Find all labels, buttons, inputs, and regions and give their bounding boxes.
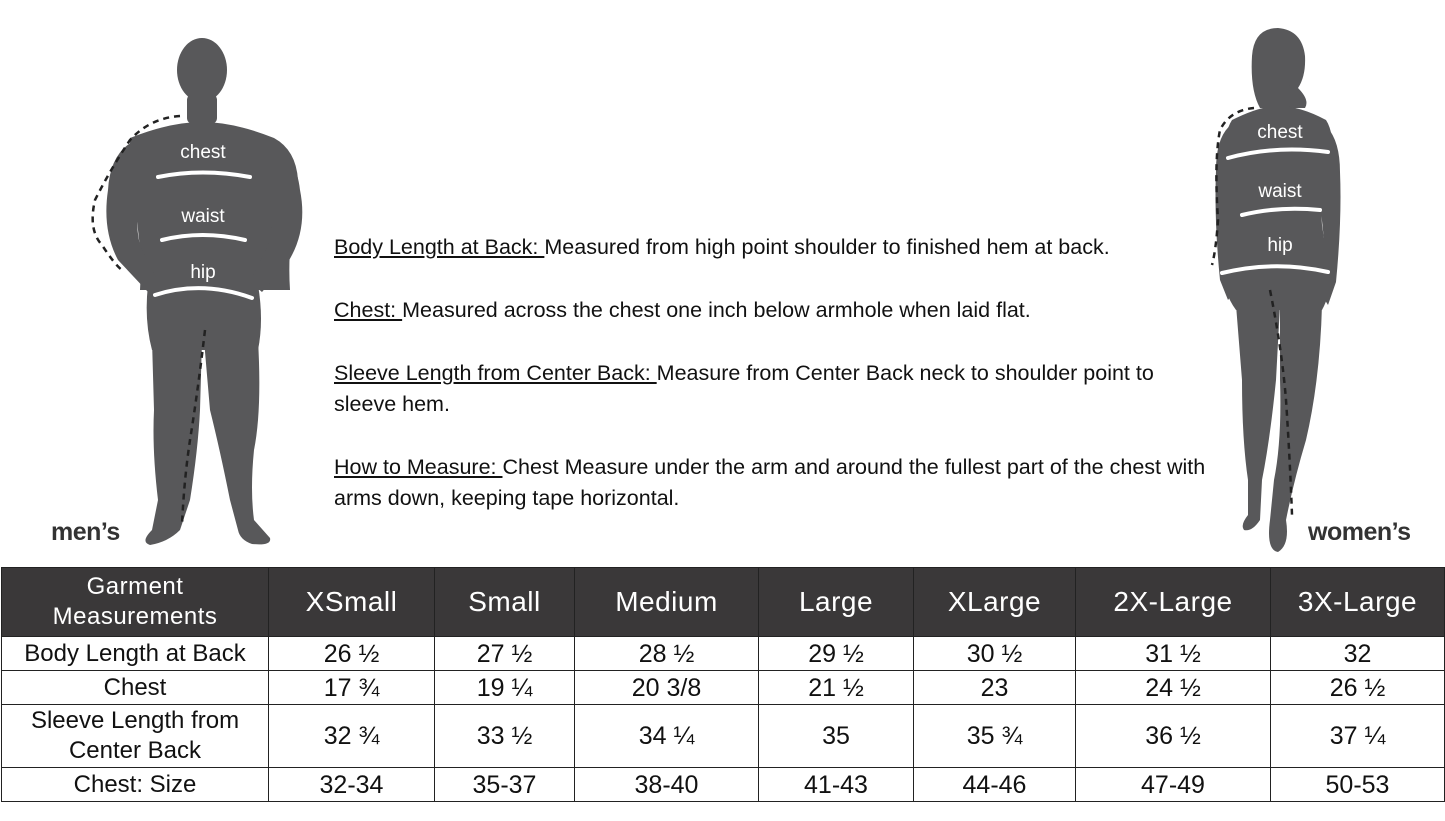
table-row — [2, 768, 1445, 802]
measurement-descriptions — [334, 232, 1214, 514]
mens-waist-mark: waist — [181, 206, 225, 227]
table-cell: 50-53 — [1271, 768, 1445, 802]
table-cell: 27 ½ — [435, 637, 575, 671]
table-cell: 35 ¾ — [914, 705, 1076, 768]
table-cell: 32 — [1271, 637, 1445, 671]
size-header-medium: Medium — [575, 568, 759, 637]
desc-text: Measured from high point shoulder to finished hem at back. — [544, 235, 1110, 259]
size-header-small: Small — [435, 568, 575, 637]
desc-term: Body Length at Back: — [334, 235, 545, 259]
table-cell: 41-43 — [759, 768, 914, 802]
desc-text: Measure from Center Back neck to shoulder point to sleeve hem. — [334, 361, 1154, 416]
womens-hip-mark: hip — [1267, 235, 1293, 256]
mens-chest-mark: chest — [180, 142, 226, 163]
table-cell: 36 ½ — [1076, 705, 1271, 768]
desc-term: How to Measure: — [334, 455, 503, 479]
table-cell: 19 ¼ — [435, 671, 575, 705]
womens-label: women’s — [1308, 518, 1411, 546]
desc-term: Chest: — [334, 298, 403, 322]
mens-label: men’s — [51, 518, 120, 546]
table-cell: 17 ¾ — [269, 671, 435, 705]
table-cell: 30 ½ — [914, 637, 1076, 671]
table-row — [2, 671, 1445, 705]
desc-how-to-measure — [334, 452, 1214, 514]
table-cell: 47-49 — [1076, 768, 1271, 802]
corner-line-2: Measurements — [52, 603, 218, 630]
size-header-xsmall: XSmall — [269, 568, 435, 637]
desc-chest — [334, 295, 1214, 326]
row-label-line-2: Center Back — [68, 737, 202, 764]
table-cell: 21 ½ — [759, 671, 914, 705]
size-chart-table — [1, 567, 1445, 802]
size-header-xlarge: XLarge — [914, 568, 1076, 637]
size-header-3x-large: 3X-Large — [1271, 568, 1445, 637]
size-header-large: Large — [759, 568, 914, 637]
desc-term: Sleeve Length from Center Back: — [334, 361, 657, 385]
row-label: Chest: Size — [2, 768, 269, 802]
mens-silhouette — [40, 30, 340, 555]
table-cell: 24 ½ — [1076, 671, 1271, 705]
table-cell: 34 ¼ — [575, 705, 759, 768]
table-cell: 32 ¾ — [269, 705, 435, 768]
row-label-line-1: Sleeve Length from — [30, 707, 240, 734]
table-row — [2, 637, 1445, 671]
womens-chest-mark: chest — [1257, 122, 1303, 143]
desc-sleeve-length — [334, 358, 1154, 420]
table-cell: 33 ½ — [435, 705, 575, 768]
table-cell: 28 ½ — [575, 637, 759, 671]
table-cell: 35-37 — [435, 768, 575, 802]
table-cell: 32-34 — [269, 768, 435, 802]
table-cell: 31 ½ — [1076, 637, 1271, 671]
row-label: Chest — [2, 671, 269, 705]
table-cell: 26 ½ — [269, 637, 435, 671]
mens-hip-mark: hip — [190, 262, 216, 283]
table-header-row — [2, 568, 1445, 637]
desc-text: Chest Measure under the arm and around the fullest part of the chest with arms down, keeping tape horizontal. — [334, 455, 1206, 510]
table-cell: 44-46 — [914, 768, 1076, 802]
womens-waist-mark: waist — [1258, 181, 1302, 202]
table-cell: 37 ¼ — [1271, 705, 1445, 768]
table-row — [2, 705, 1445, 768]
corner-header — [2, 568, 269, 637]
size-header-2x-large: 2X-Large — [1076, 568, 1271, 637]
table-cell: 23 — [914, 671, 1076, 705]
table-cell: 20 3/8 — [575, 671, 759, 705]
table-cell: 35 — [759, 705, 914, 768]
corner-line-1: Garment — [86, 573, 184, 600]
table-cell: 26 ½ — [1271, 671, 1445, 705]
row-label: Body Length at Back — [2, 637, 269, 671]
desc-text: Measured across the chest one inch below armhole when laid flat. — [402, 298, 1031, 322]
desc-body-length — [334, 232, 1214, 263]
table-cell: 29 ½ — [759, 637, 914, 671]
row-label — [2, 705, 269, 768]
table-cell: 38-40 — [575, 768, 759, 802]
